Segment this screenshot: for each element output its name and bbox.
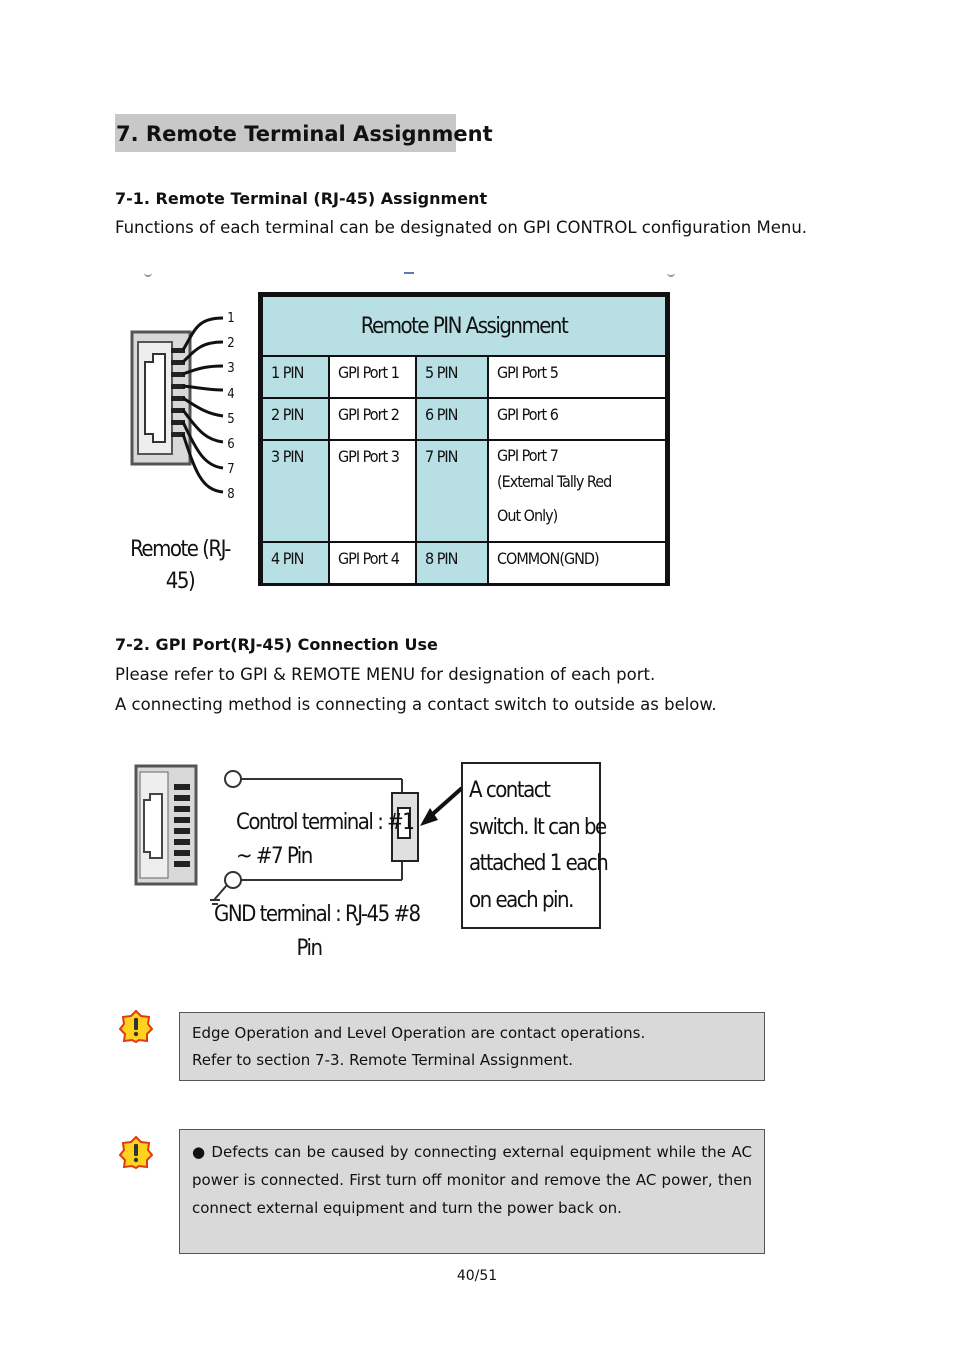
pin-assignment-table: [258, 292, 670, 586]
table-row: [262, 356, 666, 398]
pin-cell: 3 PIN: [262, 440, 329, 542]
pin-cell: 6 PIN: [416, 398, 488, 440]
port-cell: GPI Port 4: [329, 542, 416, 584]
port-cell: [488, 440, 666, 542]
pin-number-column: [224, 306, 238, 508]
scan-mark: [667, 272, 675, 277]
port-cell: GPI Port 5: [488, 356, 666, 398]
pin-number: 8: [227, 487, 235, 503]
page-number: 40/51: [456, 1268, 498, 1284]
section-title: 7. Remote Terminal Assignment: [115, 114, 456, 152]
contact-switch-note-line: attached 1 each: [469, 851, 608, 876]
port-cell: GPI Port 3: [329, 440, 416, 542]
control-terminal-label-line: Control terminal : #1: [236, 810, 414, 835]
scan-mark: [404, 272, 414, 274]
table-row: [262, 440, 666, 542]
subsection-heading-7-2: 7-2. GPI Port(RJ-45) Connection Use: [115, 635, 438, 654]
pin-number: 4: [227, 386, 235, 402]
contact-switch-note-line: on each pin.: [469, 887, 573, 913]
port-name: GPI Port 7: [497, 446, 558, 465]
connector-label: [128, 534, 232, 598]
table-row: [262, 398, 666, 440]
scan-mark: [144, 272, 152, 277]
warning-note-box: [179, 1129, 765, 1254]
note-line: Refer to section 7-3. Remote Terminal Assignment.: [192, 1051, 573, 1069]
contact-switch-note-line: A contact: [469, 778, 550, 803]
connector-label-line: Remote (RJ-: [130, 537, 230, 562]
port-cell: GPI Port 6: [488, 398, 666, 440]
pin-cell: 1 PIN: [262, 356, 329, 398]
gnd-terminal-label-line: Pin: [296, 936, 322, 961]
gnd-terminal-label: [214, 898, 420, 966]
subsection-text-line: A connecting method is connecting a contact switch to outside as below.: [115, 695, 717, 714]
connector-label-line: 45): [165, 569, 195, 594]
pin-cell: 4 PIN: [262, 542, 329, 584]
control-terminal-label-line: ~ #7 Pin: [236, 844, 312, 869]
port-cell: COMMON(GND): [488, 542, 666, 584]
note-line: Edge Operation and Level Operation are contact operations.: [192, 1024, 646, 1042]
port-cell: GPI Port 1: [329, 356, 416, 398]
gnd-terminal-label-line: GND terminal : RJ-45 #8: [214, 902, 420, 927]
pin-cell: 2 PIN: [262, 398, 329, 440]
bullet: ●: [192, 1143, 206, 1161]
port-cell: GPI Port 2: [329, 398, 416, 440]
table-row: [262, 542, 666, 584]
contact-switch-note: [469, 773, 607, 919]
pin-number: 6: [227, 437, 235, 453]
table-title: Remote PIN Assignment: [262, 296, 666, 356]
pin-number: 7: [227, 462, 235, 478]
subsection-heading-7-1: 7-1. Remote Terminal (RJ-45) Assignment: [115, 189, 488, 208]
control-terminal-label: [236, 806, 413, 874]
warning-icon: [119, 1135, 153, 1169]
pin-cell: 5 PIN: [416, 356, 488, 398]
pin-number: 5: [227, 411, 235, 427]
pin-number: 1: [227, 311, 235, 326]
port-note: (External Tally Red Out Only): [497, 472, 612, 525]
subsection-text-line: Please refer to GPI & REMOTE MENU for designation of each port.: [115, 665, 656, 684]
pin-cell: 8 PIN: [416, 542, 488, 584]
pin-cell: 7 PIN: [416, 440, 488, 542]
subsection-text-7-1: Functions of each terminal can be designated on GPI CONTROL configuration Menu.: [115, 218, 808, 237]
note-box: [179, 1012, 765, 1081]
pin-number: 2: [227, 336, 235, 352]
contact-switch-note-line: switch. It can be: [469, 814, 606, 840]
warning-icon: [119, 1009, 153, 1043]
warning-note-text: Defects can be caused by connecting external equipment while the AC power is connected. First turn off monitor and remove the AC power, then connect external equipment and turn the power back on.: [192, 1143, 752, 1217]
pin-number: 3: [227, 361, 235, 377]
